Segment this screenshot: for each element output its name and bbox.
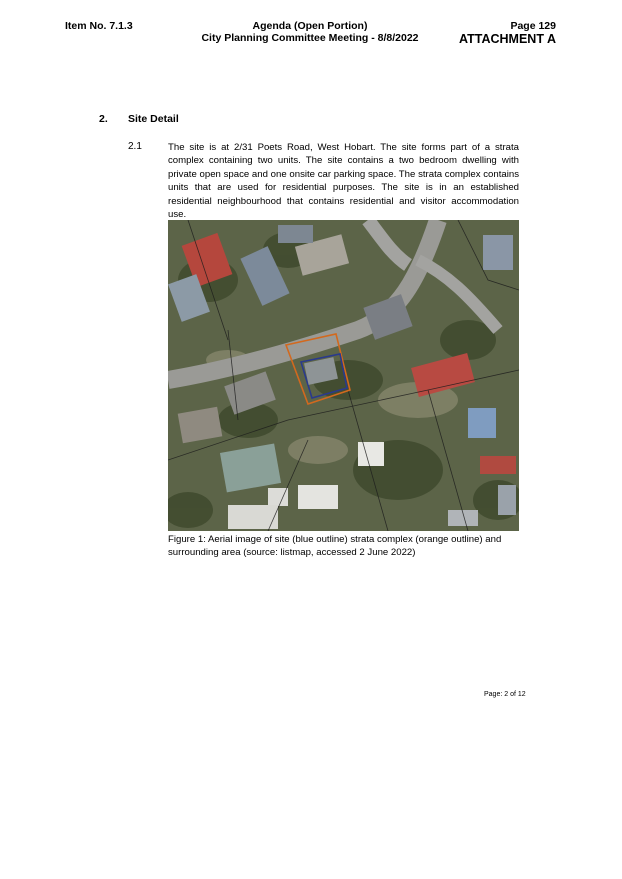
item-number: Item No. 7.1.3: [65, 20, 133, 32]
paragraph-text: The site is at 2/31 Poets Road, West Hobart. The site forms part of a strata complex containing two units. The site contains a two bedroom dwelling with private open space and one onsite car parking space. The strata complex contains units that are used for residential purposes. The site is in an established residential neighbourhood that contains residential and visitor accommodation use.: [168, 142, 519, 221]
aerial-map: [168, 220, 519, 531]
header-center: [190, 20, 430, 44]
footer-page-of: Page: 2 of 12: [484, 691, 526, 698]
paragraph-number: 2.1: [128, 141, 142, 152]
page-number: Page 129: [510, 20, 556, 32]
meeting-title: City Planning Committee Meeting - 8/8/2022: [201, 32, 419, 44]
section-number: 2.: [99, 113, 108, 125]
attachment-label: ATTACHMENT A: [459, 32, 556, 46]
agenda-title: Agenda (Open Portion): [252, 20, 368, 32]
figure-caption: Figure 1: Aerial image of site (blue outline) strata complex (orange outline) and surrounding area (source: listmap, accessed 2 June 2022): [168, 534, 502, 559]
aerial-image: [168, 220, 519, 531]
section-title: Site Detail: [128, 113, 179, 125]
header-right: [459, 20, 556, 46]
